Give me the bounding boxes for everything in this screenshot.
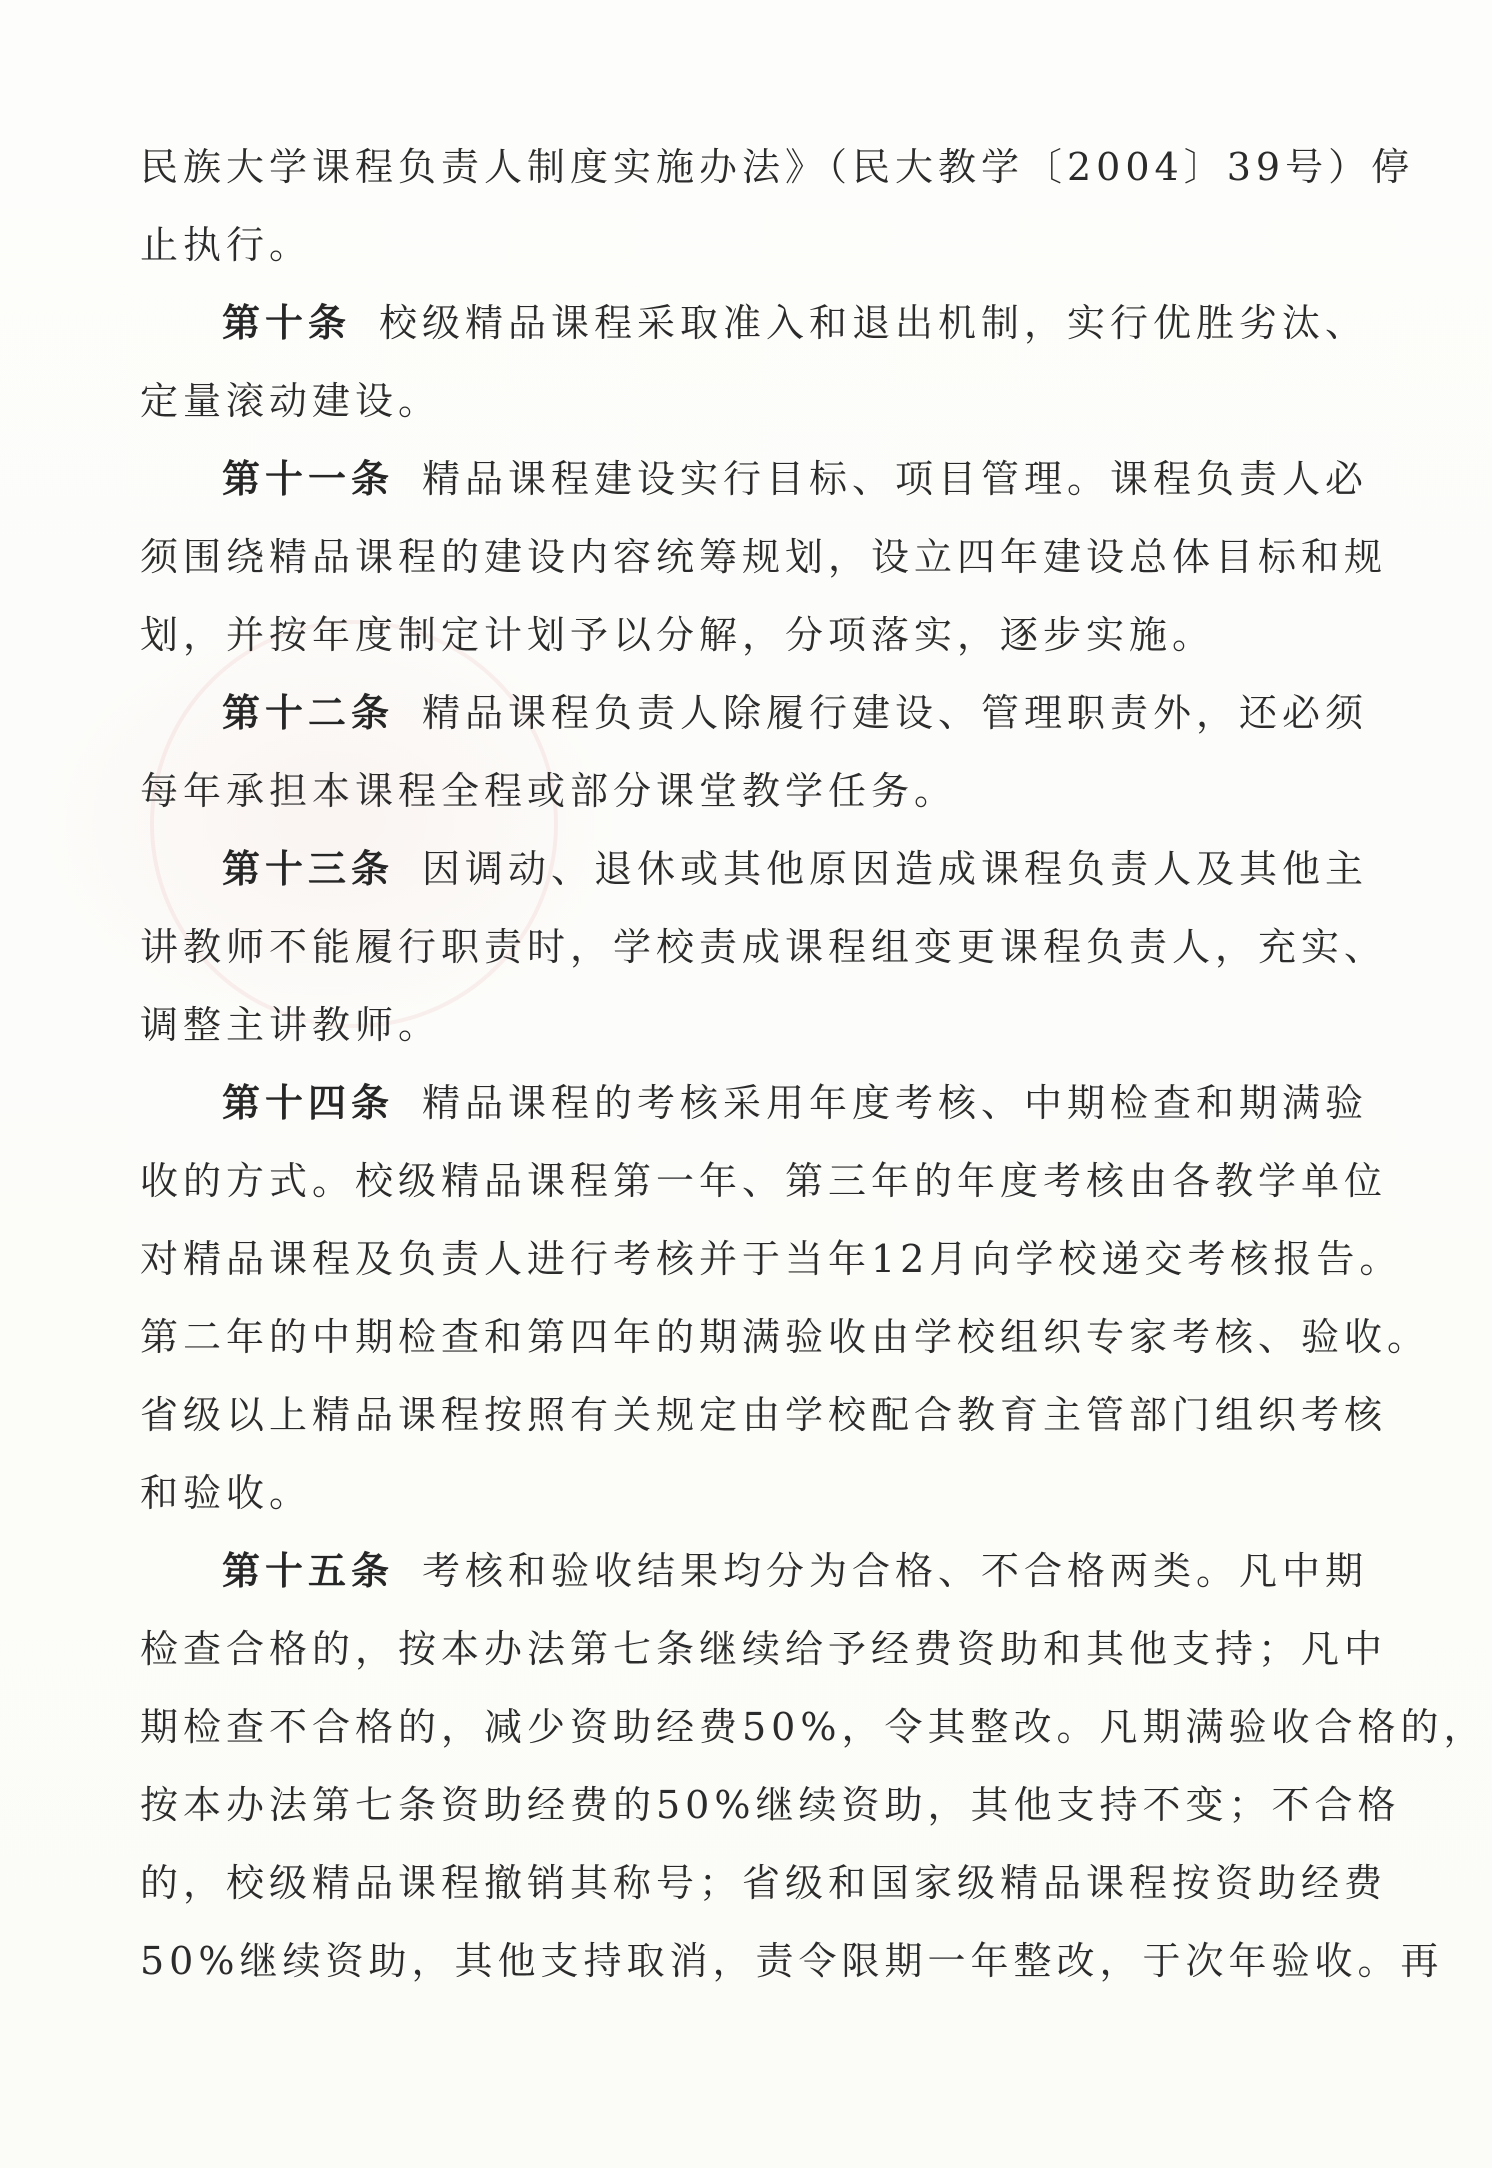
- text-line: [140, 1922, 1444, 2000]
- text-line: [140, 128, 1415, 206]
- article-12: [140, 674, 1369, 752]
- line-text: 每年承担本课程全程或部分课堂教学任务。: [140, 769, 958, 813]
- line-text: 省级以上精品课程按照有关规定由学校配合教育主管部门组织考核: [140, 1393, 1388, 1437]
- text-line: [140, 908, 1388, 986]
- text-line: [140, 1220, 1403, 1298]
- text-line: [140, 596, 1362, 674]
- line-text: 须围绕精品课程的建设内容统筹规划，设立四年建设总体目标和规: [140, 535, 1388, 579]
- line-text: 精品课程负责人除履行建设、管理职责外，还必须: [422, 691, 1369, 735]
- article-10: [140, 284, 1369, 362]
- line-text: 定量滚动建设。: [140, 379, 442, 423]
- article-heading: 第十五条: [222, 1549, 395, 1593]
- line-text: 50%继续资助，其他支持取消，责令限期一年整改，于次年验收。再: [140, 1939, 1444, 1983]
- article-heading: 第十条: [222, 301, 352, 345]
- line-text: 校级精品课程采取准入和退出机制，实行优胜劣汰、: [379, 301, 1369, 345]
- article-heading: 第十四条: [222, 1081, 395, 1125]
- text-line: [140, 1766, 1401, 1844]
- line-text: 期检查不合格的，减少资助经费50%，令其整改。凡期满验收合格的，: [140, 1705, 1487, 1749]
- line-text: 收的方式。校级精品课程第一年、第三年的年度考核由各教学单位: [140, 1159, 1388, 1203]
- line-text: 划，并按年度制定计划予以分解，分项落实，逐步实施。: [140, 613, 1216, 657]
- text-line: [140, 1298, 1431, 1376]
- text-line: [140, 1610, 1388, 1688]
- text-line: [140, 1454, 1362, 1532]
- line-text: 民族大学课程负责人制度实施办法》（民大教学〔2004〕39号）停: [140, 145, 1415, 189]
- line-text: 精品课程的考核采用年度考核、中期检查和期满验: [422, 1081, 1369, 1125]
- line-text: 精品课程建设实行目标、项目管理。课程负责人必: [422, 457, 1369, 501]
- line-text: 的，校级精品课程撤销其称号；省级和国家级精品课程按资助经费: [140, 1861, 1388, 1905]
- text-line: [140, 362, 1362, 440]
- line-text: 对精品课程及负责人进行考核并于当年12月向学校递交考核报告。: [140, 1237, 1403, 1281]
- text-line: [140, 986, 1362, 1064]
- line-text: 因调动、退休或其他原因造成课程负责人及其他主: [422, 847, 1369, 891]
- line-text: 讲教师不能履行职责时，学校责成课程组变更课程负责人，充实、: [140, 925, 1388, 969]
- text-line: [140, 752, 1362, 830]
- line-text: 和验收。: [140, 1471, 313, 1515]
- line-text: 止执行。: [140, 223, 313, 267]
- article-15: [140, 1532, 1369, 1610]
- text-line: [140, 1376, 1388, 1454]
- text-line: [140, 518, 1388, 596]
- text-line: [140, 1844, 1388, 1922]
- article-heading: 第十二条: [222, 691, 395, 735]
- line-text: 考核和验收结果均分为合格、不合格两类。凡中期: [422, 1549, 1369, 1593]
- article-13: [140, 830, 1369, 908]
- line-text: 调整主讲教师。: [140, 1003, 442, 1047]
- text-line: [140, 1688, 1487, 1766]
- article-11: [140, 440, 1369, 518]
- article-heading: 第十一条: [222, 457, 395, 501]
- document-body: [140, 128, 1487, 2000]
- line-text: 检查合格的，按本办法第七条继续给予经费资助和其他支持；凡中: [140, 1627, 1388, 1671]
- line-text: 第二年的中期检查和第四年的期满验收由学校组织专家考核、验收。: [140, 1315, 1431, 1359]
- article-heading: 第十三条: [222, 847, 395, 891]
- article-14: [140, 1064, 1369, 1142]
- text-line: [140, 206, 1362, 284]
- line-text: 按本办法第七条资助经费的50%继续资助，其他支持不变；不合格: [140, 1783, 1401, 1827]
- text-line: [140, 1142, 1388, 1220]
